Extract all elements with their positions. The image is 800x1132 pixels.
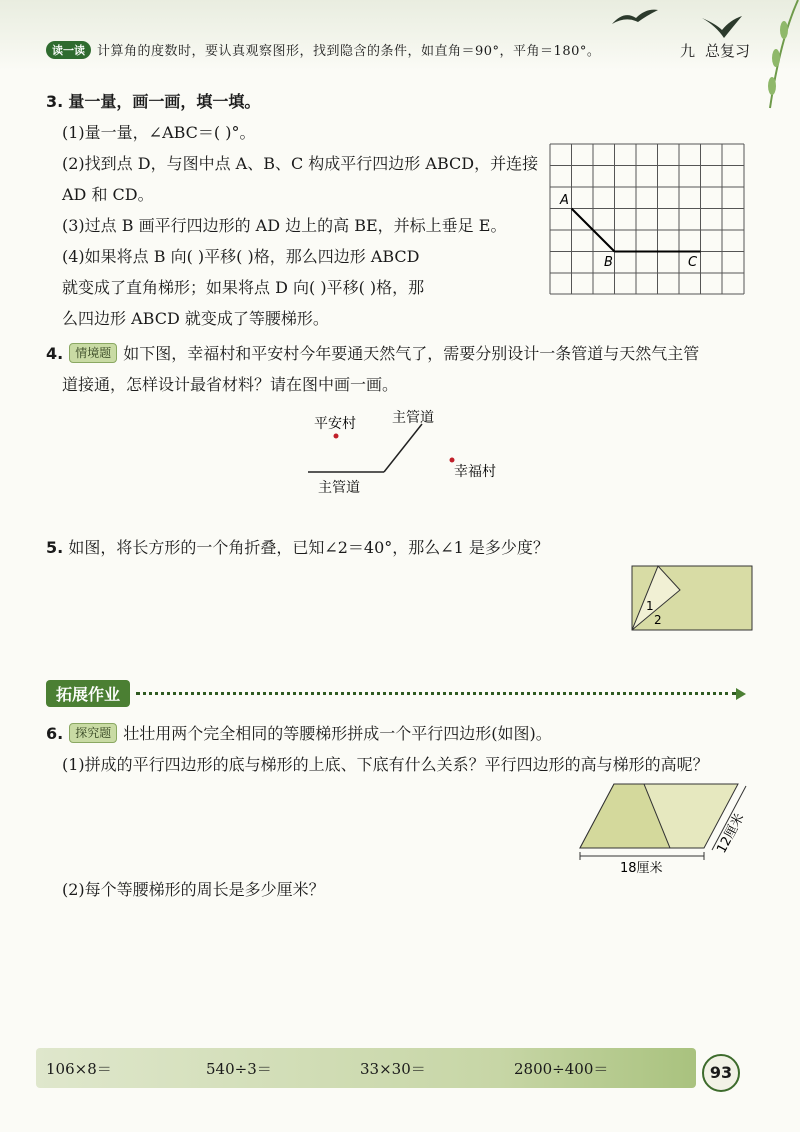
question-3 bbox=[46, 86, 546, 334]
question-4 bbox=[46, 338, 766, 400]
bird-icon bbox=[700, 14, 744, 40]
xing-fu-village-dot bbox=[450, 458, 455, 463]
question-6-part-2 bbox=[62, 874, 762, 905]
q6-intro: 壮壮用两个完全相同的等腰梯形拼成一个平行四边形(如图)。 bbox=[123, 724, 552, 743]
page-number: 93 bbox=[702, 1054, 740, 1092]
question-6 bbox=[46, 718, 776, 780]
calc-4: 2800÷400＝ bbox=[514, 1060, 609, 1078]
q6-part-1: (1)拼成的平行四边形的底与梯形的上底、下底有什么关系？平行四边形的高与梯形的高呢？ bbox=[62, 755, 709, 774]
reading-tip bbox=[46, 40, 600, 59]
tip-text: 计算角的度数时，要认真观察图形，找到隐含的条件，如直角＝90°，平角＝180°。 bbox=[97, 44, 601, 59]
bird-icon bbox=[610, 6, 660, 28]
extension-homework-bar bbox=[46, 680, 746, 707]
chapter-heading bbox=[680, 40, 750, 61]
q4-line-1: 如下图，幸福村和平安村今年要通天然气了，需要分别设计一条管道与天然气主管 bbox=[123, 344, 700, 363]
q3-line-3: AD 和 CD。 bbox=[62, 185, 154, 204]
side-length-label: 12厘米 bbox=[714, 811, 748, 856]
q3-line-1: (1)量一量，∠ABC＝( )°。 bbox=[62, 123, 256, 142]
q3-line-6: 就变成了直角梯形；如果将点 D 向( )平移( )格，那 bbox=[62, 278, 425, 297]
chapter-number: 九 bbox=[679, 42, 695, 60]
question-title: 量一量，画一画，填一填。 bbox=[68, 92, 261, 111]
q6-parallelogram-figure bbox=[574, 778, 760, 878]
point-c-label: C bbox=[688, 255, 698, 270]
chapter-title: 总复习 bbox=[704, 42, 750, 60]
q3-line-5: (4)如果将点 B 向( )平移( )格，那么四边形 ABCD bbox=[62, 247, 420, 266]
q3-line-7: 么四边形 ABCD 就变成了等腰梯形。 bbox=[62, 309, 329, 328]
question-number: 5. bbox=[46, 538, 64, 557]
question-number: 6. bbox=[46, 724, 64, 743]
dotted-divider bbox=[136, 692, 736, 695]
main-pipe-slanted bbox=[384, 424, 422, 472]
q3-grid-figure bbox=[548, 142, 748, 298]
question-5 bbox=[46, 532, 766, 563]
situation-tag: 情境题 bbox=[69, 343, 117, 363]
section-title: 拓展作业 bbox=[46, 680, 130, 707]
q3-line-4: (3)过点 B 画平行四边形的 AD 边上的高 BE，并标上垂足 E。 bbox=[62, 216, 507, 235]
ping-an-village-dot bbox=[334, 434, 339, 439]
q4-pipeline-figure bbox=[300, 404, 520, 500]
calc-2: 540÷3＝ bbox=[206, 1060, 272, 1078]
main-pipe-bottom-label: 主管道 bbox=[318, 480, 360, 496]
q5-text: 如图，将长方形的一个角折叠，已知∠2＝40°，那么∠1 是多少度？ bbox=[68, 538, 549, 557]
arrow-right-icon bbox=[736, 688, 746, 700]
point-b-label: B bbox=[604, 255, 613, 270]
question-number: 4. bbox=[46, 344, 64, 363]
explore-tag: 探究题 bbox=[69, 723, 117, 743]
ping-an-village-label: 平安村 bbox=[314, 416, 356, 432]
calc-1: 106×8＝ bbox=[46, 1060, 112, 1078]
q4-line-2: 道接通，怎样设计最省材料？请在图中画一画。 bbox=[62, 375, 399, 394]
base-length-label: 18厘米 bbox=[620, 861, 663, 876]
angle-2-label: 2 bbox=[654, 613, 662, 627]
angle-1-label: 1 bbox=[646, 599, 654, 613]
calc-3: 33×30＝ bbox=[360, 1060, 426, 1078]
q5-fold-figure bbox=[630, 564, 754, 632]
point-a-label: A bbox=[560, 193, 569, 208]
main-pipe-top-label: 主管道 bbox=[392, 410, 434, 426]
q6-part-2: (2)每个等腰梯形的周长是多少厘米？ bbox=[62, 880, 325, 899]
tip-badge: 读一读 bbox=[46, 41, 91, 59]
q3-line-2: (2)找到点 D，与图中点 A、B、C 构成平行四边形 ABCD，并连接 bbox=[62, 154, 539, 173]
xing-fu-village-label: 幸福村 bbox=[454, 464, 496, 480]
question-number: 3. bbox=[46, 92, 64, 111]
